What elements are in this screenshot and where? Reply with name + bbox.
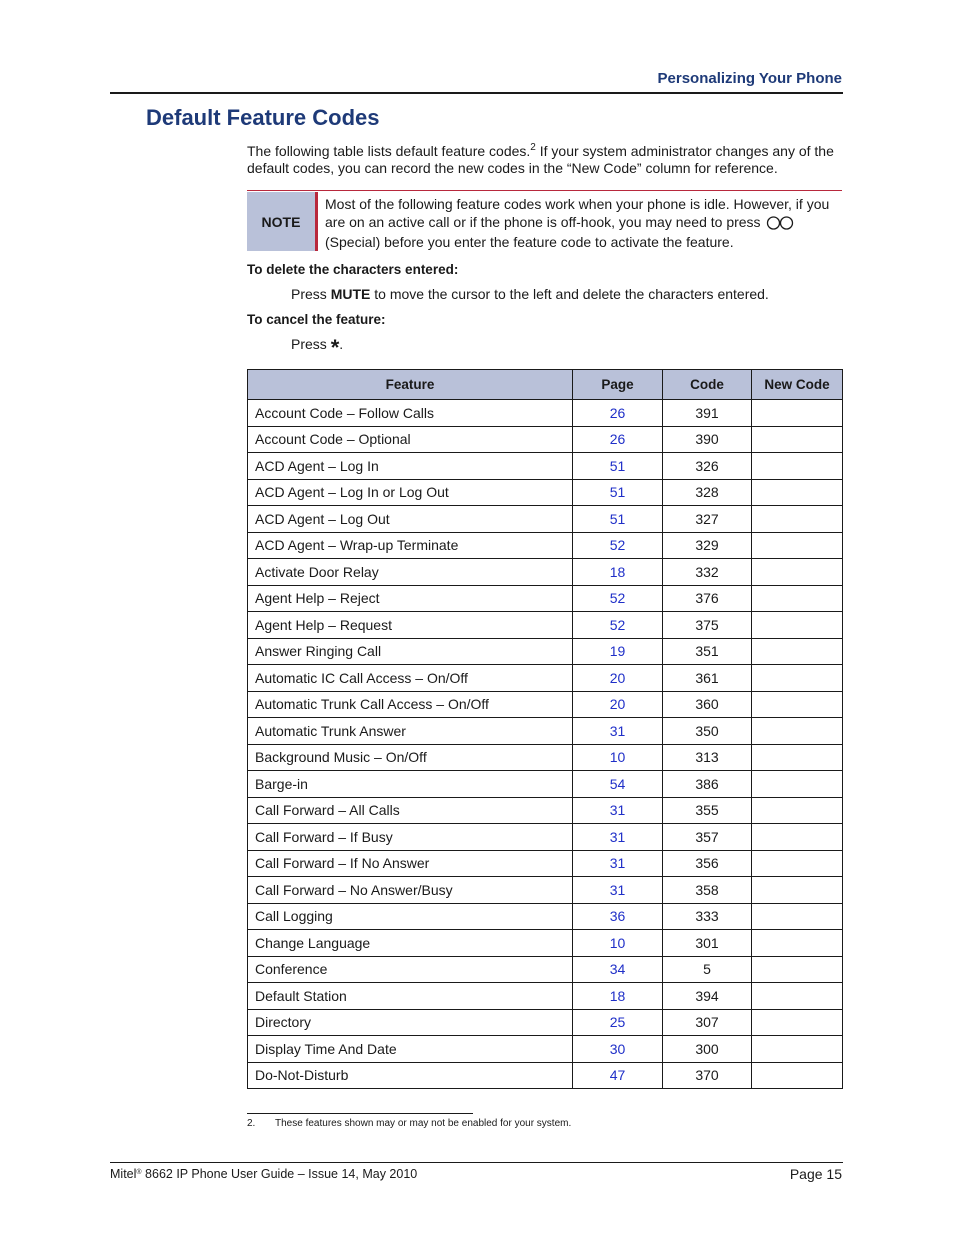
intro-text-start: The following table lists default feature codes.	[247, 143, 531, 159]
step-text: Press	[291, 336, 331, 352]
feature-cell: Default Station	[248, 983, 573, 1010]
code-cell: 358	[663, 877, 752, 904]
feature-cell: Call Forward – If No Answer	[248, 850, 573, 877]
new-code-cell[interactable]	[752, 744, 843, 771]
note-text-end: (Special) before you enter the feature code to activate the feature.	[325, 234, 734, 250]
footnote-number: 2.	[247, 1118, 256, 1129]
page-link[interactable]: 31	[573, 877, 663, 904]
feature-cell: Barge-in	[248, 771, 573, 798]
feature-cell: Answer Ringing Call	[248, 638, 573, 665]
cancel-feature-heading: To cancel the feature:	[247, 312, 386, 327]
new-code-cell[interactable]	[752, 718, 843, 745]
footnote-rule	[247, 1113, 473, 1114]
header-rule	[110, 92, 843, 94]
table-row	[248, 479, 843, 506]
code-cell: 329	[663, 532, 752, 559]
code-cell: 301	[663, 930, 752, 957]
page-link[interactable]: 10	[573, 744, 663, 771]
page-link[interactable]: 31	[573, 718, 663, 745]
new-code-cell[interactable]	[752, 1009, 843, 1036]
page-link[interactable]: 25	[573, 1009, 663, 1036]
page-link[interactable]: 26	[573, 400, 663, 427]
intro-text-end: If your system administrator changes any of the default codes, you can record the new codes in the “New Code” column for reference.	[247, 143, 834, 176]
feature-cell: Agent Help – Request	[248, 612, 573, 639]
table-row	[248, 797, 843, 824]
running-header: Personalizing Your Phone	[657, 70, 842, 87]
code-cell: 327	[663, 506, 752, 533]
code-cell: 375	[663, 612, 752, 639]
code-cell: 328	[663, 479, 752, 506]
page-link[interactable]: 54	[573, 771, 663, 798]
feature-cell: Conference	[248, 956, 573, 983]
feature-cell: Call Forward – No Answer/Busy	[248, 877, 573, 904]
new-code-cell[interactable]	[752, 532, 843, 559]
new-code-cell[interactable]	[752, 612, 843, 639]
new-code-cell[interactable]	[752, 983, 843, 1010]
note-text-start: Most of the following feature codes work when your phone is idle. However, if you are on an active call or if the phone is off-hook, you may need to press	[325, 196, 830, 230]
code-cell: 333	[663, 903, 752, 930]
code-cell: 350	[663, 718, 752, 745]
note-accent-bar	[315, 192, 318, 251]
mute-key-label: MUTE	[330, 286, 371, 302]
new-code-cell[interactable]	[752, 903, 843, 930]
table-row	[248, 744, 843, 771]
page-link[interactable]: 20	[573, 665, 663, 692]
feature-cell: Activate Door Relay	[248, 559, 573, 586]
new-code-cell[interactable]	[752, 638, 843, 665]
code-cell: 361	[663, 665, 752, 692]
table-row	[248, 559, 843, 586]
code-cell: 307	[663, 1009, 752, 1036]
column-header-code: Code	[663, 370, 752, 400]
feature-cell: Do-Not-Disturb	[248, 1062, 573, 1089]
code-cell: 326	[663, 453, 752, 480]
column-header-page: Page	[573, 370, 663, 400]
table-row	[248, 877, 843, 904]
code-cell: 351	[663, 638, 752, 665]
feature-cell: Directory	[248, 1009, 573, 1036]
code-cell: 386	[663, 771, 752, 798]
table-row	[248, 983, 843, 1010]
table-row	[248, 585, 843, 612]
feature-cell: Account Code – Follow Calls	[248, 400, 573, 427]
table-row	[248, 426, 843, 453]
feature-cell: Automatic Trunk Call Access – On/Off	[248, 691, 573, 718]
new-code-cell[interactable]	[752, 400, 843, 427]
registered-mark: ®	[136, 1169, 142, 1176]
table-row	[248, 612, 843, 639]
table-row	[248, 1009, 843, 1036]
new-code-cell[interactable]	[752, 877, 843, 904]
table-row	[248, 532, 843, 559]
page-link[interactable]: 30	[573, 1036, 663, 1063]
feature-cell: Background Music – On/Off	[248, 744, 573, 771]
feature-cell: ACD Agent – Log In	[248, 453, 573, 480]
new-code-cell[interactable]	[752, 797, 843, 824]
new-code-cell[interactable]	[752, 850, 843, 877]
feature-cell: ACD Agent – Log Out	[248, 506, 573, 533]
table-row	[248, 691, 843, 718]
delete-characters-heading: To delete the characters entered:	[247, 262, 459, 277]
code-cell: 332	[663, 559, 752, 586]
table-row	[248, 453, 843, 480]
table-row	[248, 400, 843, 427]
new-code-cell[interactable]	[752, 559, 843, 586]
table-row	[248, 665, 843, 692]
page-link[interactable]: 31	[573, 824, 663, 851]
new-code-cell[interactable]	[752, 1062, 843, 1089]
step-text: to move the cursor to the left and delete the characters entered.	[370, 286, 769, 302]
page-link[interactable]: 52	[573, 612, 663, 639]
new-code-cell[interactable]	[752, 506, 843, 533]
footer-document-title	[110, 1167, 417, 1181]
code-cell: 376	[663, 585, 752, 612]
feature-cell: Automatic IC Call Access – On/Off	[248, 665, 573, 692]
new-code-cell[interactable]	[752, 426, 843, 453]
page-link[interactable]: 51	[573, 479, 663, 506]
document-title: 8662 IP Phone User Guide – Issue 14, May 2010	[141, 1167, 418, 1181]
page-link[interactable]: 31	[573, 850, 663, 877]
note-text	[325, 196, 837, 252]
table-row	[248, 824, 843, 851]
page-link[interactable]: 36	[573, 903, 663, 930]
star-key-icon: *	[330, 335, 340, 360]
code-cell: 390	[663, 426, 752, 453]
page-link[interactable]: 10	[573, 930, 663, 957]
page-link[interactable]: 34	[573, 956, 663, 983]
feature-cell: Agent Help – Reject	[248, 585, 573, 612]
page-link[interactable]: 18	[573, 983, 663, 1010]
page-link[interactable]: 26	[573, 426, 663, 453]
new-code-cell[interactable]	[752, 824, 843, 851]
page-link[interactable]: 47	[573, 1062, 663, 1089]
new-code-cell[interactable]	[752, 1036, 843, 1063]
note-box	[247, 190, 842, 252]
page-title: Default Feature Codes	[146, 105, 380, 130]
page-number: Page 15	[789, 1166, 842, 1182]
table-row	[248, 638, 843, 665]
feature-cell: Automatic Trunk Answer	[248, 718, 573, 745]
code-cell: 370	[663, 1062, 752, 1089]
new-code-cell[interactable]	[752, 585, 843, 612]
page-link[interactable]: 52	[573, 532, 663, 559]
column-header-feature: Feature	[248, 370, 573, 400]
new-code-cell[interactable]	[752, 453, 843, 480]
table-row	[248, 850, 843, 877]
table-header-row	[248, 370, 843, 400]
code-cell: 360	[663, 691, 752, 718]
note-label: NOTE	[247, 192, 315, 251]
page-link[interactable]: 18	[573, 559, 663, 586]
intro-paragraph	[247, 143, 847, 177]
table-row	[248, 930, 843, 957]
special-key-icon	[765, 216, 795, 235]
feature-cell: Account Code – Optional	[248, 426, 573, 453]
page-link[interactable]: 31	[573, 797, 663, 824]
code-cell: 313	[663, 744, 752, 771]
new-code-cell[interactable]	[752, 771, 843, 798]
brand-name: Mitel	[110, 1167, 137, 1181]
code-cell: 300	[663, 1036, 752, 1063]
cancel-feature-step	[291, 335, 344, 360]
footer-rule	[110, 1162, 843, 1163]
code-cell: 356	[663, 850, 752, 877]
code-cell: 5	[663, 956, 752, 983]
table-body	[248, 400, 843, 1089]
code-cell: 355	[663, 797, 752, 824]
code-cell: 394	[663, 983, 752, 1010]
page-link[interactable]: 51	[573, 453, 663, 480]
feature-cell: ACD Agent – Wrap-up Terminate	[248, 532, 573, 559]
column-header-new-code: New Code	[752, 370, 843, 400]
footnote-text: These features shown may or may not be enabled for your system.	[275, 1118, 572, 1129]
code-cell: 391	[663, 400, 752, 427]
new-code-cell[interactable]	[752, 665, 843, 692]
feature-cell: Call Logging	[248, 903, 573, 930]
table-row	[248, 718, 843, 745]
table-row	[248, 506, 843, 533]
table-row	[248, 956, 843, 983]
step-text: Press	[291, 286, 331, 302]
new-code-cell[interactable]	[752, 479, 843, 506]
feature-cell: Call Forward – If Busy	[248, 824, 573, 851]
feature-cell: Display Time And Date	[248, 1036, 573, 1063]
code-cell: 357	[663, 824, 752, 851]
table-row	[248, 771, 843, 798]
page-link[interactable]: 51	[573, 506, 663, 533]
new-code-cell[interactable]	[752, 956, 843, 983]
new-code-cell[interactable]	[752, 930, 843, 957]
feature-cell: Call Forward – All Calls	[248, 797, 573, 824]
feature-codes-table	[247, 369, 843, 1089]
feature-cell: ACD Agent – Log In or Log Out	[248, 479, 573, 506]
page-link[interactable]: 20	[573, 691, 663, 718]
table-row	[248, 1062, 843, 1089]
delete-characters-step	[291, 286, 769, 302]
step-text: .	[339, 336, 344, 352]
feature-cell: Change Language	[248, 930, 573, 957]
new-code-cell[interactable]	[752, 691, 843, 718]
page-link[interactable]: 52	[573, 585, 663, 612]
table-row	[248, 1036, 843, 1063]
footnote-reference-link[interactable]: 2	[530, 142, 536, 153]
table-row	[248, 903, 843, 930]
page-link[interactable]: 19	[573, 638, 663, 665]
